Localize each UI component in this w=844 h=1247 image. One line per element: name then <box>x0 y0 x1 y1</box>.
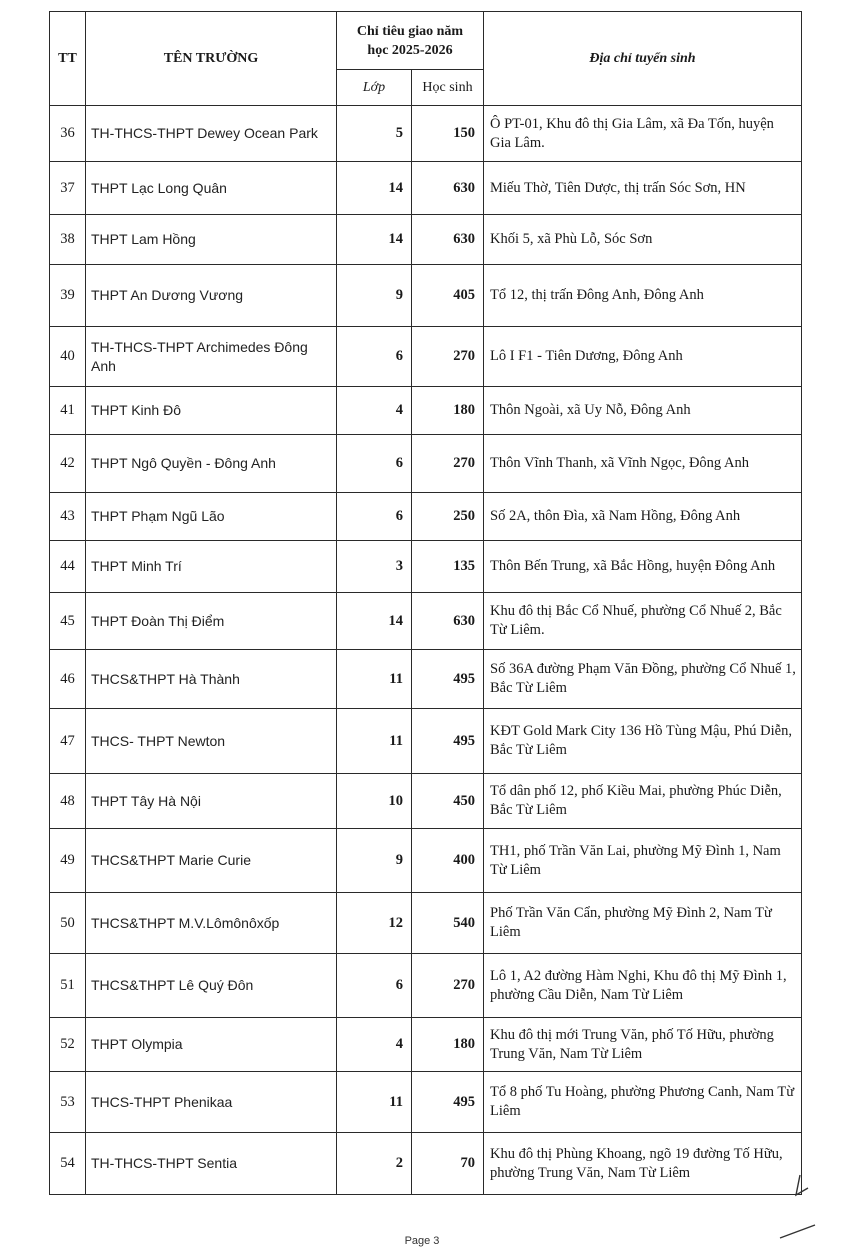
student-count: 405 <box>412 265 484 327</box>
school-name: THPT Lam Hồng <box>86 215 337 265</box>
school-name: THPT Tây Hà Nội <box>86 774 337 829</box>
class-count: 3 <box>337 541 412 593</box>
admission-address: Khu đô thị Bắc Cổ Nhuế, phường Cổ Nhuế 2, Bắc Từ Liêm. <box>484 593 802 650</box>
admission-address: Tổ 8 phố Tu Hoàng, phường Phương Canh, Nam Từ Liêm <box>484 1072 802 1133</box>
student-count: 540 <box>412 893 484 954</box>
admission-address: TH1, phố Trần Văn Lai, phường Mỹ Đình 1, Nam Từ Liêm <box>484 829 802 893</box>
table-row <box>50 1072 802 1133</box>
student-count: 180 <box>412 387 484 435</box>
school-name: THCS-THPT Phenikaa <box>86 1072 337 1133</box>
row-number: 48 <box>50 774 86 829</box>
school-name: THPT Minh Trí <box>86 541 337 593</box>
table-row <box>50 541 802 593</box>
row-number: 49 <box>50 829 86 893</box>
student-count: 135 <box>412 541 484 593</box>
student-count: 180 <box>412 1018 484 1072</box>
header-students: Học sinh <box>412 70 484 106</box>
row-number: 52 <box>50 1018 86 1072</box>
row-number: 47 <box>50 709 86 774</box>
table-row <box>50 162 802 215</box>
school-name: THPT An Dương Vương <box>86 265 337 327</box>
row-number: 43 <box>50 493 86 541</box>
class-count: 5 <box>337 106 412 162</box>
row-number: 39 <box>50 265 86 327</box>
class-count: 14 <box>337 215 412 265</box>
row-number: 44 <box>50 541 86 593</box>
student-count: 630 <box>412 162 484 215</box>
row-number: 38 <box>50 215 86 265</box>
school-name: THPT Kinh Đô <box>86 387 337 435</box>
admission-address: Thôn Ngoài, xã Uy Nỗ, Đông Anh <box>484 387 802 435</box>
table-row <box>50 1018 802 1072</box>
admission-address: Thôn Bến Trung, xã Bắc Hồng, huyện Đông Anh <box>484 541 802 593</box>
header-address: Địa chỉ tuyển sinh <box>484 12 802 106</box>
table-row <box>50 829 802 893</box>
table-row <box>50 493 802 541</box>
table-row <box>50 954 802 1018</box>
school-name: THPT Ngô Quyền - Đông Anh <box>86 435 337 493</box>
row-number: 40 <box>50 327 86 387</box>
school-name: THCS&THPT Marie Curie <box>86 829 337 893</box>
student-count: 630 <box>412 215 484 265</box>
admission-address: Khu đô thị mới Trung Văn, phố Tố Hữu, phường Trung Văn, Nam Từ Liêm <box>484 1018 802 1072</box>
row-number: 54 <box>50 1133 86 1195</box>
row-number: 37 <box>50 162 86 215</box>
table-row <box>50 215 802 265</box>
table-row <box>50 774 802 829</box>
student-count: 70 <box>412 1133 484 1195</box>
class-count: 11 <box>337 1072 412 1133</box>
admission-address: Phố Trần Văn Cẩn, phường Mỹ Đình 2, Nam Từ Liêm <box>484 893 802 954</box>
table-row <box>50 435 802 493</box>
admission-address: Khu đô thị Phùng Khoang, ngõ 19 đường Tố Hữu, phường Trung Văn, Nam Từ Liêm <box>484 1133 802 1195</box>
student-count: 400 <box>412 829 484 893</box>
admission-address: Thôn Vĩnh Thanh, xã Vĩnh Ngọc, Đông Anh <box>484 435 802 493</box>
class-count: 6 <box>337 493 412 541</box>
school-name: THPT Olympia <box>86 1018 337 1072</box>
school-name: THCS&THPT Hà Thành <box>86 650 337 709</box>
admission-address: Tổ 12, thị trấn Đông Anh, Đông Anh <box>484 265 802 327</box>
row-number: 53 <box>50 1072 86 1133</box>
school-name: THCS&THPT Lê Quý Đôn <box>86 954 337 1018</box>
page-footer: Page 3 <box>404 1235 440 1247</box>
row-number: 45 <box>50 593 86 650</box>
class-count: 10 <box>337 774 412 829</box>
class-count: 6 <box>337 327 412 387</box>
table-row <box>50 1133 802 1195</box>
row-number: 51 <box>50 954 86 1018</box>
table-row <box>50 387 802 435</box>
student-count: 450 <box>412 774 484 829</box>
student-count: 270 <box>412 954 484 1018</box>
student-count: 630 <box>412 593 484 650</box>
header-tt: TT <box>50 12 86 106</box>
student-count: 495 <box>412 1072 484 1133</box>
class-count: 12 <box>337 893 412 954</box>
school-name: TH-THCS-THPT Sentia <box>86 1133 337 1195</box>
admission-address: Tổ dân phố 12, phố Kiều Mai, phường Phúc Diễn, Bắc Từ Liêm <box>484 774 802 829</box>
row-number: 46 <box>50 650 86 709</box>
table-row <box>50 265 802 327</box>
class-count: 6 <box>337 435 412 493</box>
header-classes: Lớp <box>337 70 412 106</box>
school-name: TH-THCS-THPT Archimedes Đông Anh <box>86 327 337 387</box>
student-count: 495 <box>412 650 484 709</box>
admission-address: Lô I F1 - Tiên Dương, Đông Anh <box>484 327 802 387</box>
table-row <box>50 893 802 954</box>
row-number: 41 <box>50 387 86 435</box>
class-count: 9 <box>337 829 412 893</box>
admission-address: KĐT Gold Mark City 136 Hồ Tùng Mậu, Phú Diễn, Bắc Từ Liêm <box>484 709 802 774</box>
school-name: TH-THCS-THPT Dewey Ocean Park <box>86 106 337 162</box>
class-count: 4 <box>337 1018 412 1072</box>
admission-address: Ô PT-01, Khu đô thị Gia Lâm, xã Đa Tốn, huyện Gia Lâm. <box>484 106 802 162</box>
admission-quota-table <box>49 11 802 1195</box>
class-count: 4 <box>337 387 412 435</box>
table-row <box>50 106 802 162</box>
row-number: 42 <box>50 435 86 493</box>
table-row <box>50 593 802 650</box>
class-count: 11 <box>337 650 412 709</box>
class-count: 2 <box>337 1133 412 1195</box>
school-name: THPT Phạm Ngũ Lão <box>86 493 337 541</box>
row-number: 50 <box>50 893 86 954</box>
admission-address: Khối 5, xã Phù Lỗ, Sóc Sơn <box>484 215 802 265</box>
admission-address: Số 36A đường Phạm Văn Đồng, phường Cổ Nhuế 1, Bắc Từ Liêm <box>484 650 802 709</box>
admission-address: Miếu Thờ, Tiên Dược, thị trấn Sóc Sơn, HN <box>484 162 802 215</box>
table-row <box>50 327 802 387</box>
admission-address: Số 2A, thôn Đìa, xã Nam Hồng, Đông Anh <box>484 493 802 541</box>
school-name: THPT Đoàn Thị Điểm <box>86 593 337 650</box>
class-count: 6 <box>337 954 412 1018</box>
student-count: 150 <box>412 106 484 162</box>
row-number: 36 <box>50 106 86 162</box>
header-quota: Chỉ tiêu giao năm học 2025-2026 <box>337 12 484 70</box>
student-count: 270 <box>412 327 484 387</box>
admission-address: Lô 1, A2 đường Hàm Nghi, Khu đô thị Mỹ Đình 1, phường Cầu Diễn, Nam Từ Liêm <box>484 954 802 1018</box>
class-count: 9 <box>337 265 412 327</box>
table-row <box>50 650 802 709</box>
class-count: 14 <box>337 593 412 650</box>
school-name: THPT Lạc Long Quân <box>86 162 337 215</box>
school-name: THCS&THPT M.V.Lômônôxốp <box>86 893 337 954</box>
school-name: THCS- THPT Newton <box>86 709 337 774</box>
table-row <box>50 709 802 774</box>
class-count: 14 <box>337 162 412 215</box>
student-count: 270 <box>412 435 484 493</box>
class-count: 11 <box>337 709 412 774</box>
student-count: 495 <box>412 709 484 774</box>
signature-mark <box>770 1170 830 1240</box>
student-count: 250 <box>412 493 484 541</box>
header-school-name: TÊN TRƯỜNG <box>86 12 337 106</box>
